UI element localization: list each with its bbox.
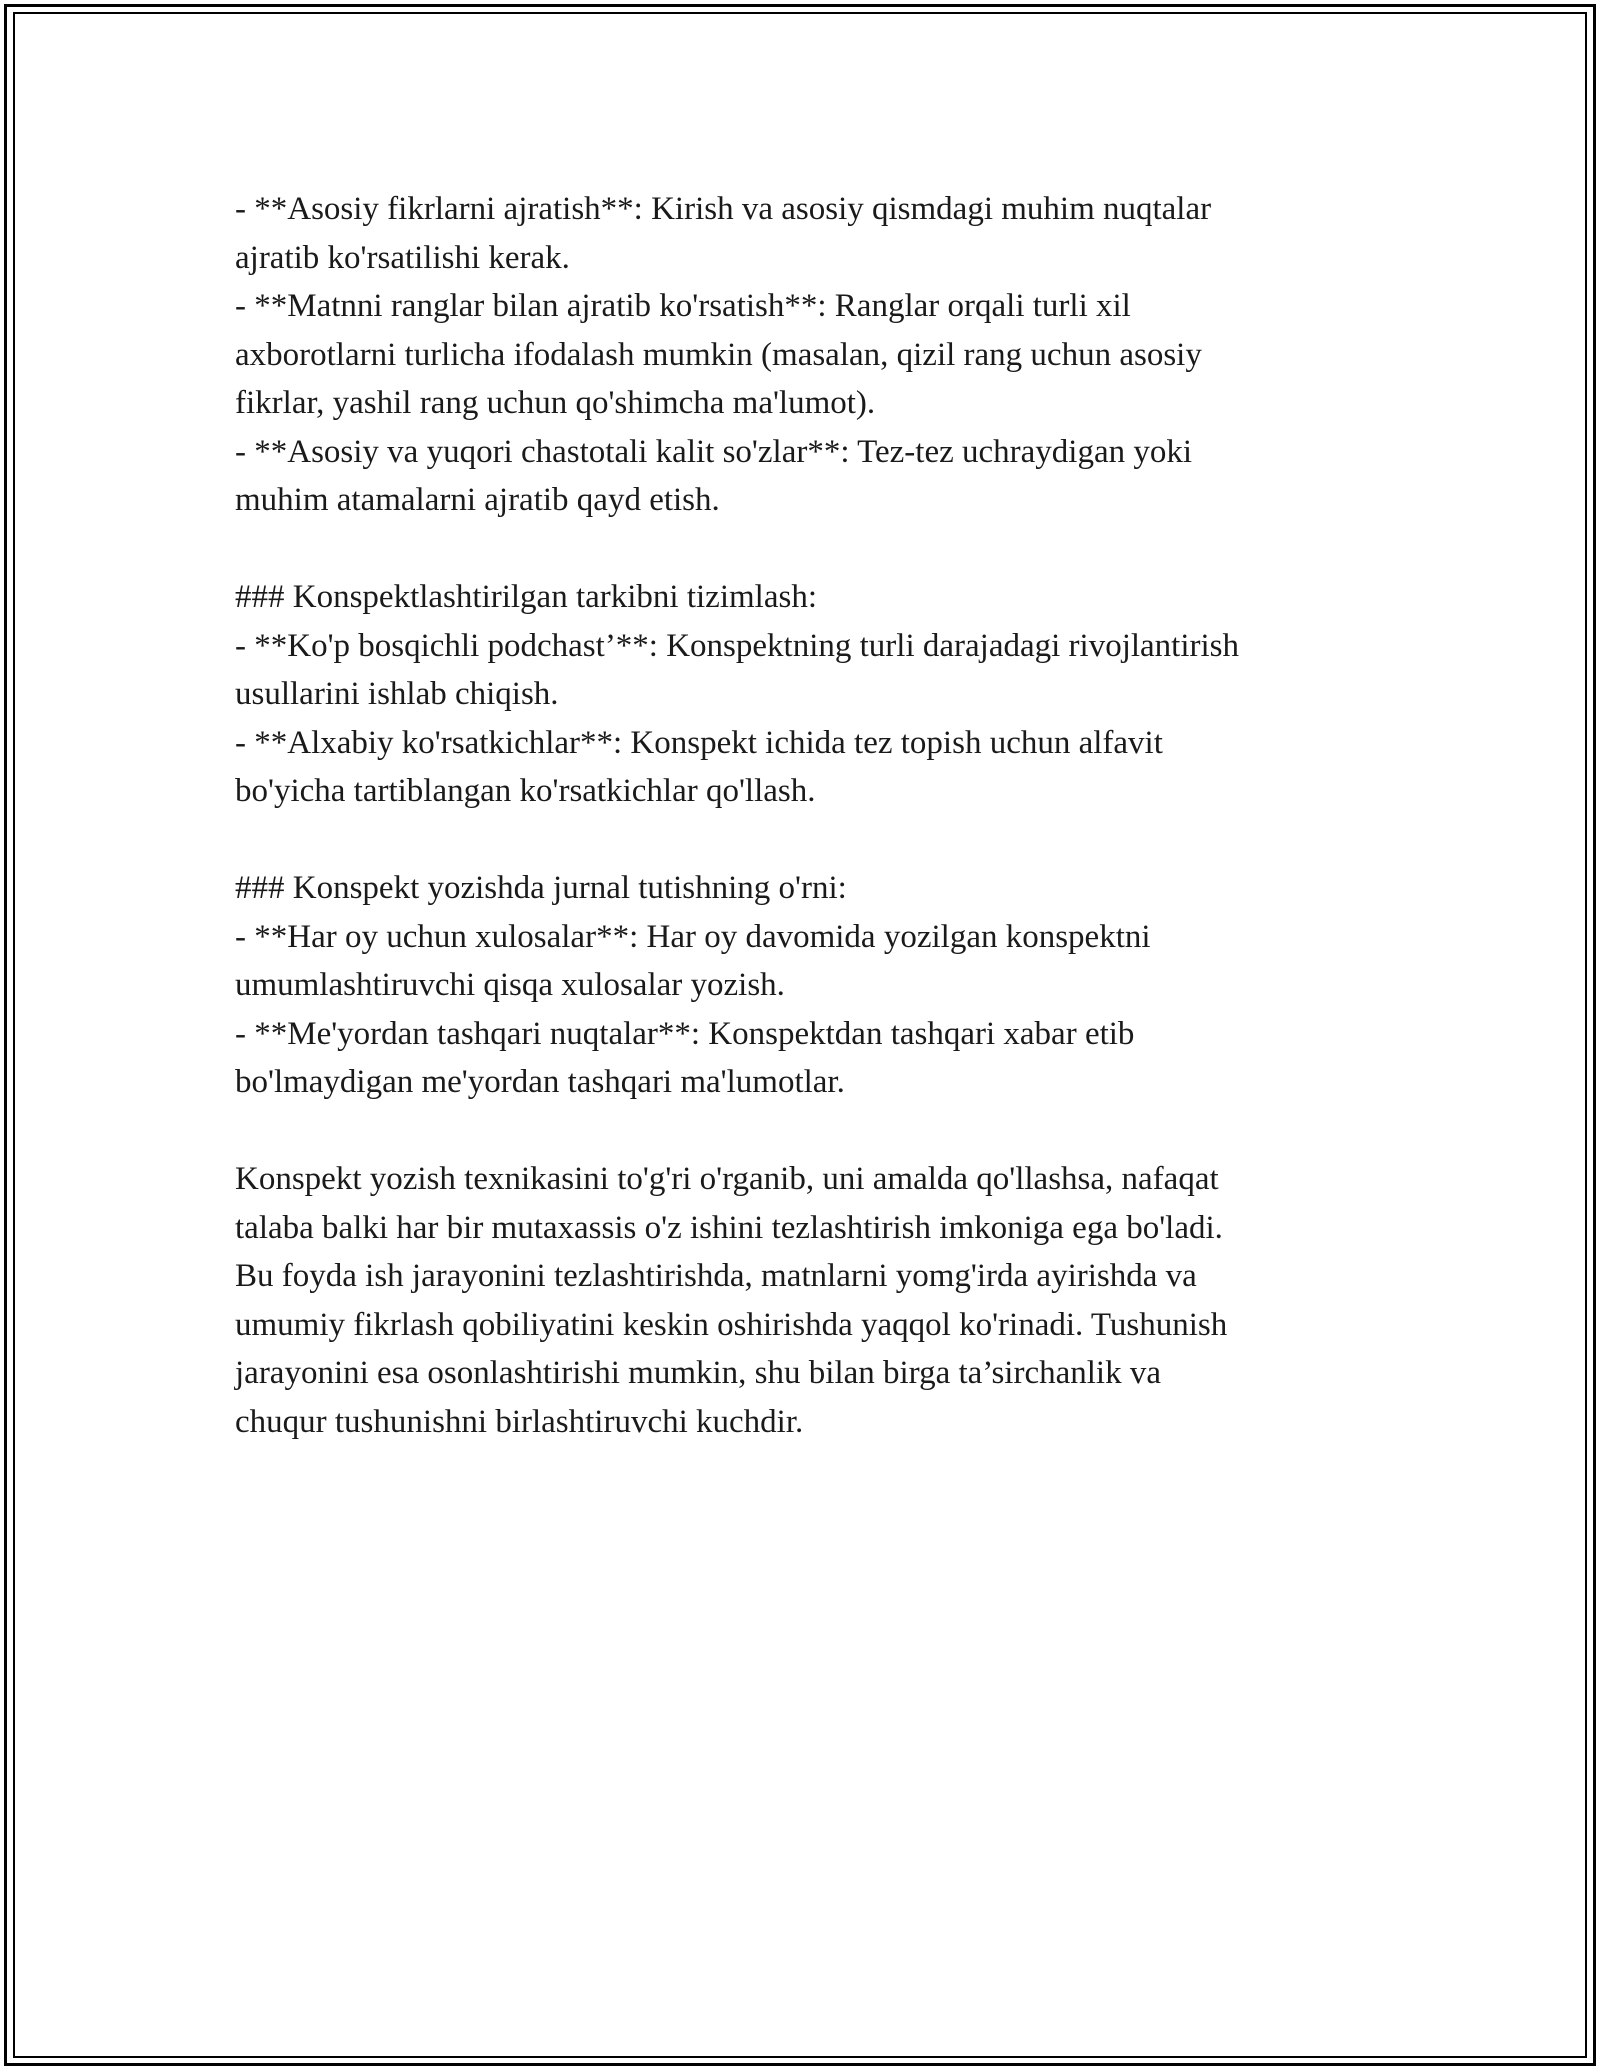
paragraph-line: Bu foyda ish jarayonini tezlashtirishda, matnlarni yomg'irda ayirishda va xyxy=(235,1258,1197,1294)
text-line: muhim atamalarni ajratib qayd etish. xyxy=(235,482,720,518)
blank-line xyxy=(235,1107,1385,1156)
text-line: - **Matnni ranglar bilan ajratib ko'rsatish**: Ranglar orqali turli xil xyxy=(235,288,1131,324)
text-line: - **Asosiy fikrlarni ajratish**: Kirish va asosiy qismdagi muhim nuqtalar xyxy=(235,191,1212,227)
text-line: usullarini ishlab chiqish. xyxy=(235,676,559,712)
text-line: - **Har oy uchun xulosalar**: Har oy davomida yozilgan konspektni xyxy=(235,918,1151,955)
text-line: - **Me'yordan tashqari nuqtalar**: Konspektdan tashqari xabar etib xyxy=(235,1015,1135,1052)
text-line: umumlashtiruvchi qisqa xulosalar yozish. xyxy=(235,967,785,1003)
text-line: ajratib ko'rsatilishi kerak. xyxy=(235,239,570,276)
paragraph-line: Konspekt yozish texnikasini to'g'ri o'rganib, uni amalda qo'llashsa, nafaqat xyxy=(235,1161,1219,1197)
section-heading: ### Konspekt yozishda jurnal tutishning o'rni: xyxy=(235,870,847,906)
section-heading: ### Konspektlashtirilgan tarkibni tizimlash: xyxy=(235,579,817,615)
document-body xyxy=(235,185,1385,1446)
text-line: - **Alxabiy ko'rsatkichlar**: Konspekt ichida tez topish uchun alfavit xyxy=(235,724,1163,761)
text-line: bo'yicha tartiblangan ko'rsatkichlar qo'llash. xyxy=(235,773,816,809)
text-line: bo'lmaydigan me'yordan tashqari ma'lumotlar. xyxy=(235,1064,845,1100)
paragraph-line: jarayonini esa osonlashtirishi mumkin, shu bilan birga ta’sirchanlik va xyxy=(235,1355,1161,1391)
text-line: - **Ko'p bosqichli podchast’**: Konspektning turli darajadagi rivojlantirish xyxy=(235,627,1240,664)
paragraph-line: chuqur tushunishni birlashtiruvchi kuchdir. xyxy=(235,1403,804,1440)
paragraph-line: talaba balki har bir mutaxassis o'z ishini tezlashtirish imkoniga ega bo'ladi. xyxy=(235,1209,1223,1246)
text-line: fikrlar, yashil rang uchun qo'shimcha ma'lumot). xyxy=(235,385,876,421)
blank-line xyxy=(235,525,1385,574)
text-line: - **Asosiy va yuqori chastotali kalit so'zlar**: Tez-tez uchraydigan yoki xyxy=(235,433,1193,470)
text-line: axborotlarni turlicha ifodalash mumkin (masalan, qizil rang uchun asosiy xyxy=(235,336,1202,373)
paragraph-line: umumiy fikrlash qobiliyatini keskin oshirishda yaqqol ko'rinadi. Tushunish xyxy=(235,1306,1228,1343)
blank-line xyxy=(235,816,1385,865)
